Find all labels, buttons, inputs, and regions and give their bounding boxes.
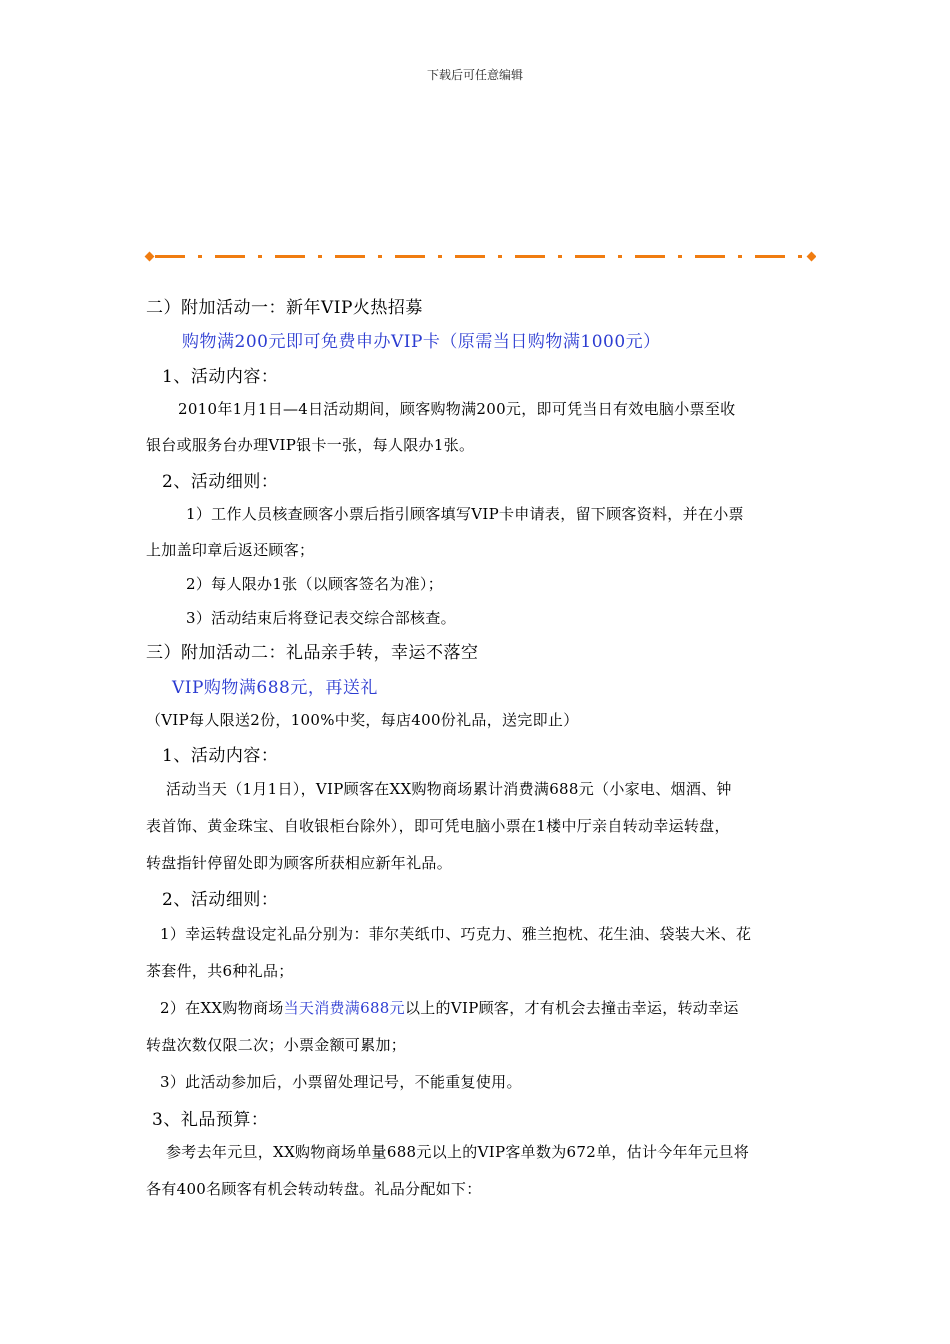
section3-subtitle: VIP购物满688元，再送礼 <box>172 678 378 698</box>
section2-rule3: 3）活动结束后将登记表交综合部核查。 <box>186 609 456 627</box>
section3-budget-line1: 参考去年元旦，XX购物商场单量688元以上的VIP客单数为672单，估计今年年元旦将 <box>166 1143 750 1161</box>
section3-rule1-line1: 1）幸运转盘设定礼品分别为：菲尔芙纸巾、巧克力、雅兰抱枕、花生油、袋装大米、花 <box>160 925 752 943</box>
section2-rule1-line2: 上加盖印章后返还顾客； <box>146 541 315 559</box>
section2-content-line2: 银台或服务台办理VIP银卡一张，每人限办1张。 <box>146 436 475 454</box>
section2-content-heading: 1、活动内容： <box>162 367 279 387</box>
section3-rule2-line2: 转盘次数仅限二次；小票金额可累加； <box>146 1036 407 1054</box>
section2-content-line1: 2010年1月1日—4日活动期间，顾客购物满200元，即可凭当日有效电脑小票至收 <box>178 400 736 418</box>
section3-note: （VIP每人限送2份，100%中奖，每店400份礼品，送完即止） <box>146 711 579 729</box>
section3-rule1-line2: 茶套件，共6种礼品； <box>146 962 294 980</box>
page-header: 下载后可任意编辑 <box>426 68 523 82</box>
section3-rule2-line1 <box>160 997 739 1018</box>
section3-budget-heading: 3、礼品预算： <box>152 1110 269 1130</box>
section3-budget-line2: 各有400名顾客有机会转动转盘。礼品分配如下： <box>146 1180 482 1198</box>
section3-rule2-post: 以上的VIP顾客，才有机会去撞击幸运，转动幸运 <box>404 999 739 1017</box>
section3-content-heading: 1、活动内容： <box>162 746 279 766</box>
section3-rule2-highlight: 当天消费满688元 <box>283 999 405 1017</box>
section2-title: 二）附加活动一：新年VIP火热招募 <box>146 298 423 318</box>
section3-rule3: 3）此活动参加后，小票留处理记号，不能重复使用。 <box>160 1073 522 1091</box>
dash-dot-divider <box>143 249 816 265</box>
section2-rules-heading: 2、活动细则： <box>162 472 279 492</box>
section3-rules-heading: 2、活动细则： <box>162 890 279 910</box>
section3-content-line2: 表首饰、黄金珠宝、自收银柜台除外），即可凭电脑小票在1楼中厅亲自转动幸运转盘， <box>146 817 730 835</box>
section3-rule2-pre: 2）在XX购物商场 <box>160 999 284 1017</box>
section3-content-line3: 转盘指针停留处即为顾客所获相应新年礼品。 <box>146 854 453 872</box>
section3-title: 三）附加活动二：礼品亲手转，幸运不落空 <box>146 643 479 663</box>
section2-rule1-line1: 1）工作人员核查顾客小票后指引顾客填写VIP卡申请表，留下顾客资料，并在小票 <box>186 505 744 523</box>
section2-rule2: 2）每人限办1张（以顾客签名为准）； <box>186 575 443 593</box>
section3-content-line1: 活动当天（1月1日），VIP顾客在XX购物商场累计消费满688元（小家电、烟酒、钟 <box>166 780 732 798</box>
section2-subtitle: 购物满200元即可免费申办VIP卡（原需当日购物满1000元） <box>182 332 661 352</box>
